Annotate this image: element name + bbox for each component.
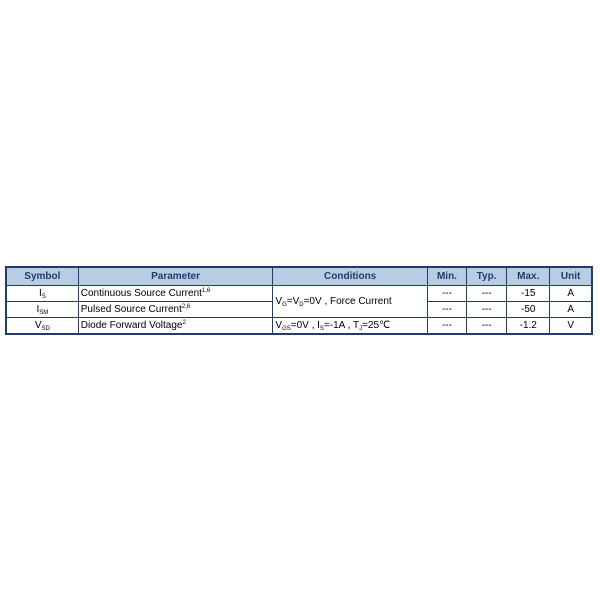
table-header-row: [6, 267, 592, 286]
header-symbol: Symbol: [6, 267, 78, 286]
unit-cell: A: [550, 286, 592, 302]
condition-part: =25℃: [362, 320, 391, 331]
symbol-cell: [6, 318, 78, 335]
condition-part: =-1A , T: [323, 320, 360, 331]
max-cell: -50: [507, 302, 550, 318]
min-cell: ---: [427, 318, 466, 335]
condition-subscript: D: [299, 302, 304, 308]
condition-part: =0V , I: [290, 320, 320, 331]
parameter-cell: [78, 302, 273, 318]
parameter-text: Diode Forward Voltage: [80, 320, 183, 331]
symbol-main: I: [36, 304, 40, 315]
symbol-main: I: [38, 288, 42, 299]
condition-part: =V: [286, 296, 300, 307]
symbol-subscript: SD: [41, 326, 50, 332]
condition-subscript: G: [282, 302, 287, 308]
parameter-cell: [78, 318, 273, 335]
header-max: Max.: [507, 267, 550, 286]
symbol-subscript: SM: [39, 310, 49, 316]
condition-subscript: GS: [282, 326, 291, 332]
unit-cell: A: [550, 302, 592, 318]
header-unit: Unit: [550, 267, 592, 286]
condition-part: V: [275, 296, 283, 307]
header-typ: Typ.: [467, 267, 507, 286]
condition-part: =0V , Force Current: [303, 296, 392, 307]
typ-cell: ---: [467, 318, 507, 335]
condition-part: V: [275, 320, 283, 331]
header-parameter: Parameter: [78, 267, 273, 286]
symbol-cell: [6, 286, 78, 302]
typ-cell: ---: [467, 286, 507, 302]
header-min: Min.: [427, 267, 466, 286]
table-row: [6, 318, 592, 335]
unit-cell: V: [550, 318, 592, 335]
symbol-cell: [6, 302, 78, 318]
max-cell: -15: [507, 286, 550, 302]
condition-subscript: J: [359, 326, 363, 332]
typ-cell: ---: [467, 302, 507, 318]
footnote-ref: 2,6: [181, 304, 191, 310]
parameter-cell: [78, 286, 273, 302]
conditions-cell: [273, 286, 428, 318]
symbol-main: V: [34, 320, 42, 331]
parameter-text: Pulsed Source Current: [80, 304, 182, 315]
min-cell: ---: [427, 302, 466, 318]
table-row: [6, 286, 592, 302]
header-conditions: Conditions: [273, 267, 428, 286]
max-cell: -1.2: [507, 318, 550, 335]
footnote-ref: 1,6: [201, 288, 211, 294]
diode-characteristics-table: [5, 266, 593, 335]
symbol-subscript: S: [41, 294, 46, 300]
parameter-text: Continuous Source Current: [80, 288, 202, 299]
footnote-ref: 2: [182, 320, 186, 326]
conditions-cell: [273, 318, 428, 335]
min-cell: ---: [427, 286, 466, 302]
condition-subscript: S: [319, 326, 324, 332]
